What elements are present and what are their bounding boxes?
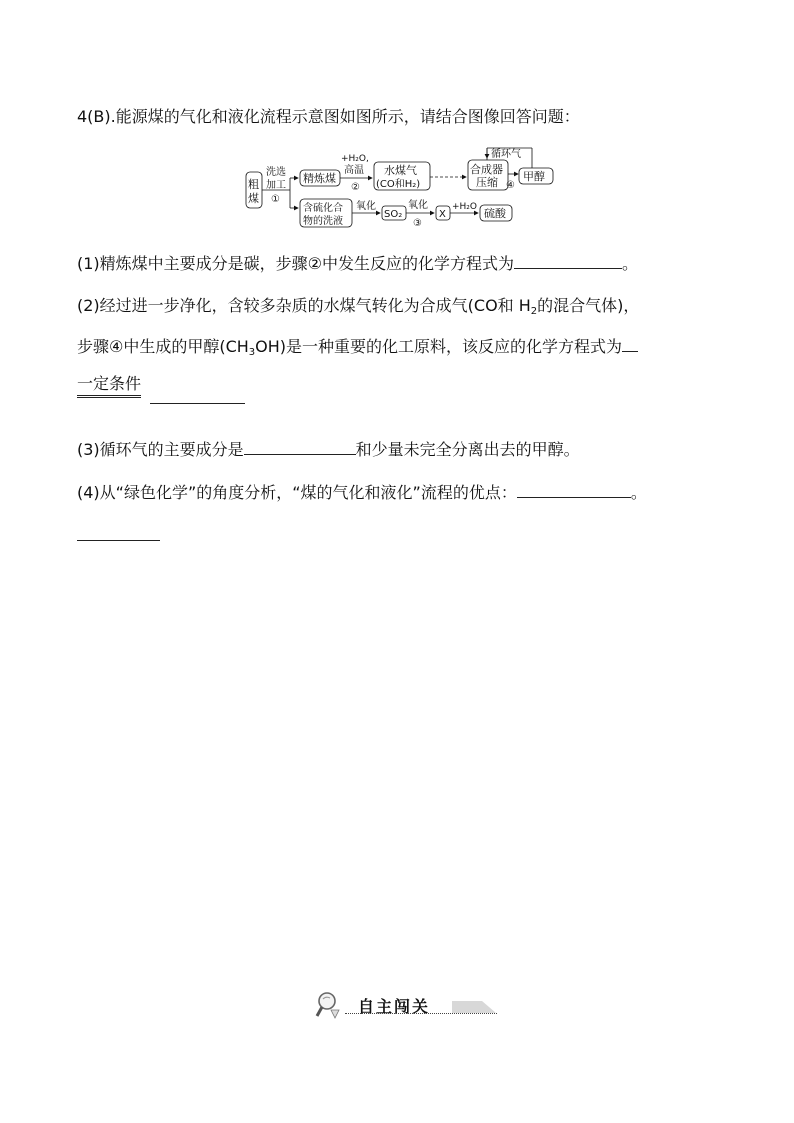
footer-divider <box>345 1013 497 1014</box>
question-4-answer-blank[interactable] <box>517 483 631 498</box>
step2-label: ② <box>351 182 360 193</box>
wash-label-2: 加工 <box>266 180 286 191</box>
coal-flow-diagram <box>240 144 570 234</box>
question-2-text-d: OH)是一种重要的化工原料，该反应的化学方程式为 <box>255 337 623 356</box>
step4-label: ④ <box>506 180 515 191</box>
question-4-text: (4)从“绿色化学”的角度分析，“煤的气化和液化”流程的优点： <box>77 483 517 502</box>
x-label: X <box>439 209 446 220</box>
question-1 <box>77 254 638 274</box>
footer-tab-decoration <box>452 998 496 1010</box>
add-water-label: +H₂O <box>452 202 478 212</box>
step2-condition-a: +H₂O, <box>341 154 369 164</box>
step1-label: ① <box>271 194 280 205</box>
question-3-answer-blank[interactable] <box>244 440 356 455</box>
refined-coal-label: 精炼煤 <box>303 172 336 185</box>
question-2-line-3 <box>77 374 141 398</box>
question-1-end: 。 <box>622 254 639 273</box>
question-1-text: (1)精炼煤中主要成分是碳，步骤②中发生反应的化学方程式为 <box>77 254 515 273</box>
oxidize-label-2: 氧化 <box>408 200 428 211</box>
crude-coal-label-1: 粗 <box>248 178 259 191</box>
footer-title: 自主闯关 <box>358 997 431 1016</box>
question-4-end: 。 <box>630 483 647 502</box>
wash-label-1: 洗选 <box>266 167 286 178</box>
question-2-text-a: (2)经过进一步净化，含较多杂质的水煤气转化为合成气(CO和 H <box>77 296 531 315</box>
so2-label: SO₂ <box>384 209 403 220</box>
step2-condition-b: 高温 <box>344 165 364 176</box>
question-1-answer-blank[interactable] <box>514 254 622 269</box>
question-header: 4(B).能源煤的气化和液化流程示意图如图所示，请结合图像回答问题： <box>77 107 580 126</box>
synthesizer-label-1: 合成器 <box>470 163 503 176</box>
synthesizer-label-2: 压缩 <box>476 176 498 189</box>
question-2-line-1 <box>77 296 639 316</box>
water-gas-label-1: 水煤气 <box>384 164 417 177</box>
crude-coal-label-2: 煤 <box>248 192 259 205</box>
methanol-label: 甲醇 <box>523 170 545 183</box>
sulfur-solution-label-1: 含硫化合 <box>303 203 343 214</box>
question-4 <box>77 483 647 503</box>
oxidize-label-1: 氧化 <box>356 201 376 212</box>
question-3-text: (3)循环气的主要成分是 <box>77 440 244 459</box>
recycle-gas-label: 循环气 <box>491 149 521 160</box>
question-3-end: 和少量未完全分离出去的甲醇。 <box>355 440 580 459</box>
step3-label: ③ <box>413 218 422 229</box>
question-2-line-2 <box>77 337 638 357</box>
question-2-answer-blank-start[interactable] <box>622 337 638 352</box>
reaction-condition-label: 一定条件 <box>77 374 141 398</box>
water-gas-label-2: (CO和H₂) <box>376 179 421 190</box>
question-4-answer-blank-continued[interactable] <box>77 540 160 541</box>
question-2-answer-blank-end[interactable] <box>150 403 245 404</box>
question-3 <box>77 440 580 460</box>
question-2-subscript-a: 2 <box>530 306 538 317</box>
question-2-text-b: 的混合气体)， <box>537 296 640 315</box>
sulfur-solution-label-2: 物的洗液 <box>303 216 343 227</box>
question-2-subscript-b: 3 <box>248 347 256 358</box>
magnifier-icon <box>313 990 343 1020</box>
sulfuric-acid-label: 硫酸 <box>484 207 506 220</box>
question-2-text-c: 步骤④中生成的甲醇(CH <box>77 337 249 356</box>
